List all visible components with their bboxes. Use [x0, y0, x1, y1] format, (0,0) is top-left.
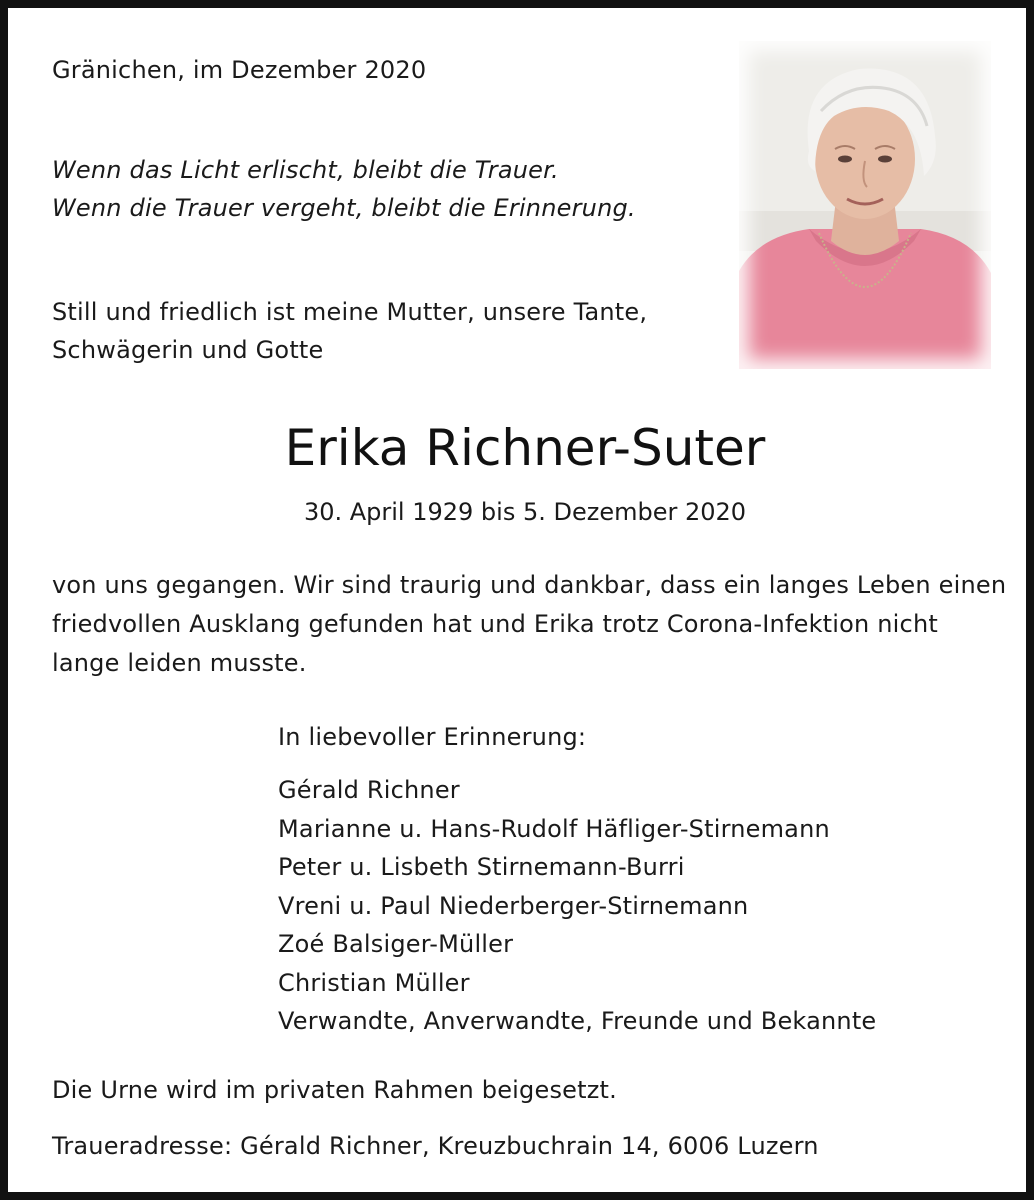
portrait-illustration [739, 41, 991, 369]
mourner-item: Verwandte, Anverwandte, Freunde und Bekannte [278, 1007, 877, 1035]
memory-heading: In liebevoller Erinnerung: [278, 723, 587, 751]
place-date: Gränichen, im Dezember 2020 [52, 56, 427, 84]
body-line-1: von uns gegangen. Wir sind traurig und dankbar, dass ein langes Leben einen [52, 571, 1007, 599]
urn-notice: Die Urne wird im privaten Rahmen beigesetzt. [52, 1076, 617, 1104]
mourner-item: Christian Müller [278, 968, 470, 997]
mourner-item: Gérald Richner [278, 776, 460, 804]
mourner-item: Vreni u. Paul Niederberger-Stirnemann [278, 891, 749, 920]
intro-line-2: Schwägerin und Gotte [52, 336, 324, 364]
body-line-2: friedvollen Ausklang gefunden hat und Erika trotz Corona-Infektion nicht [52, 610, 938, 638]
mourners-list [278, 771, 876, 1041]
deceased-name: Erika Richner-Suter [284, 419, 766, 477]
motto-line-2: Wenn die Trauer vergeht, bleibt die Erinnerung. [52, 194, 636, 222]
body-line-3: lange leiden musste. [52, 649, 307, 677]
mourner-item: Peter u. Lisbeth Stirnemann-Burri [278, 853, 685, 881]
life-dates: 30. April 1929 bis 5. Dezember 2020 [303, 498, 747, 526]
mourner-item: Zoé Balsiger-Müller [278, 930, 514, 958]
mourning-address: Traueradresse: Gérald Richner, Kreuzbuchrain 14, 6006 Luzern [52, 1132, 819, 1160]
mourner-item: Marianne u. Hans-Rudolf Häfliger-Stirnemann [278, 814, 830, 843]
intro-line-1: Still und friedlich ist meine Mutter, unsere Tante, [52, 298, 648, 326]
motto-line-1: Wenn das Licht erlischt, bleibt die Trauer. [52, 156, 559, 184]
portrait-photo [739, 41, 991, 369]
